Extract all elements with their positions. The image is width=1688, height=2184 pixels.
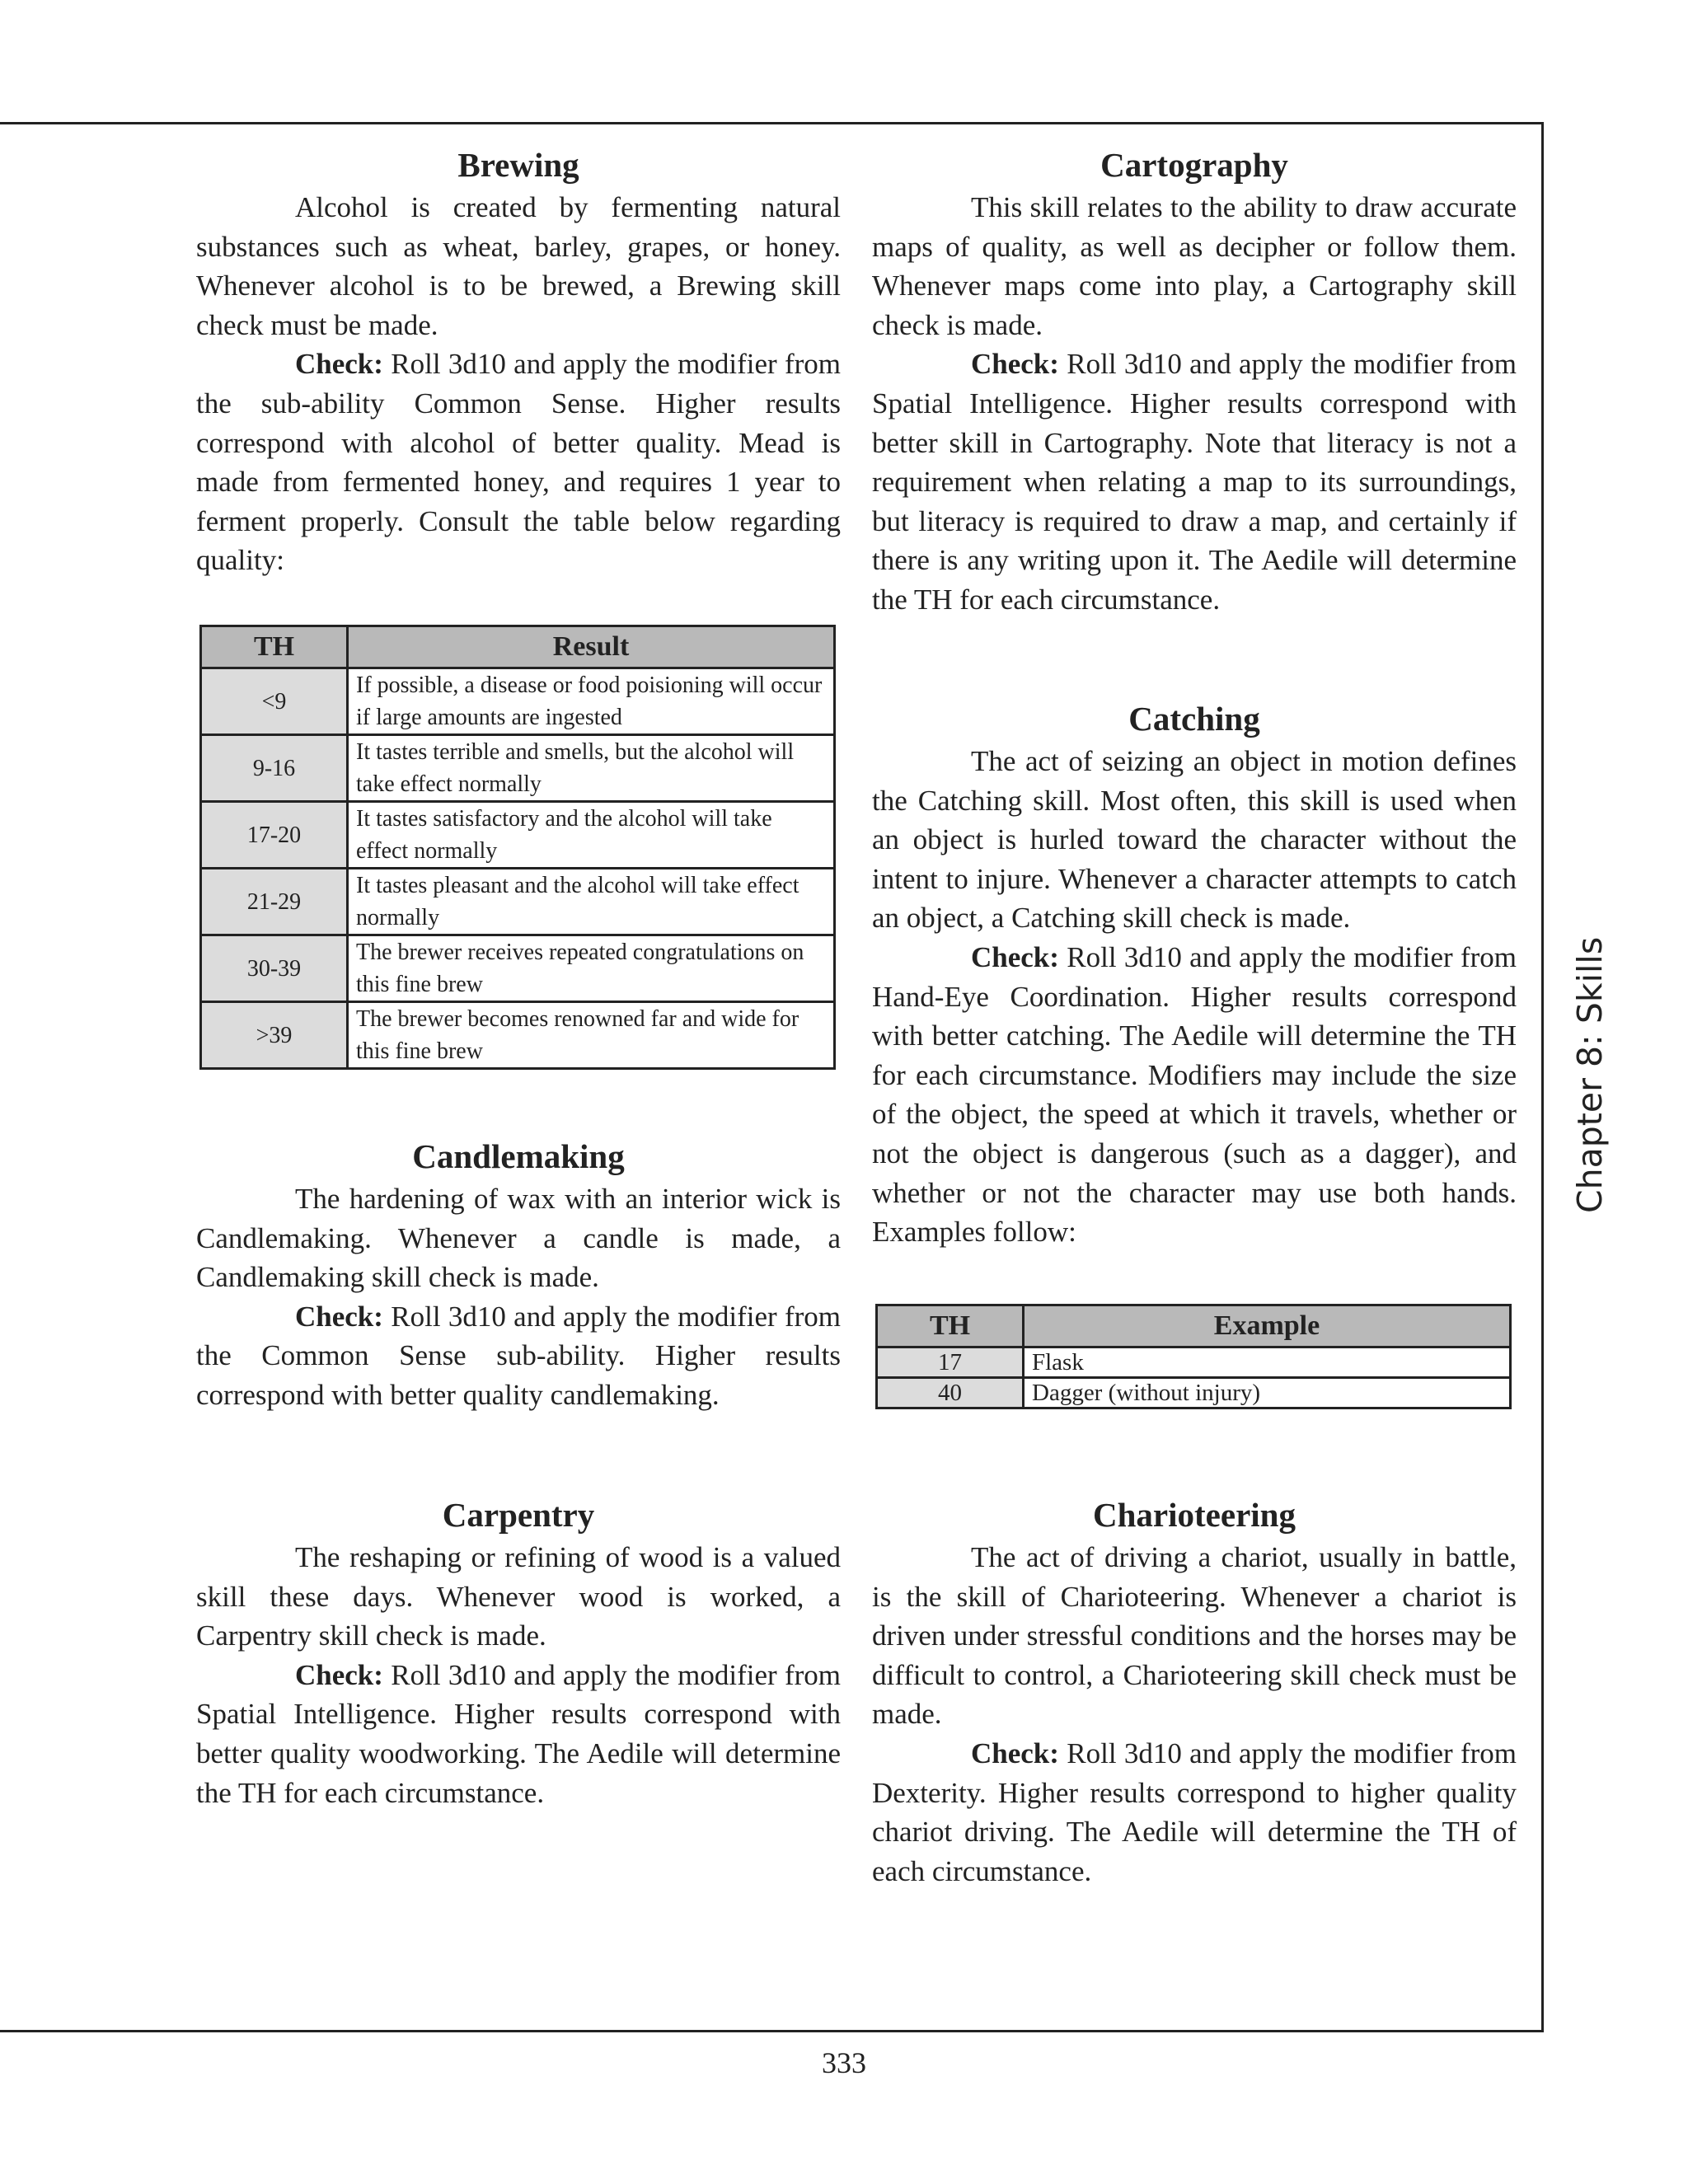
table-row: [201, 802, 835, 869]
check-label: Check:: [971, 940, 1059, 973]
table-row: [877, 1347, 1511, 1378]
carpentry-intro: The reshaping or refining of wood is a valued skill these days. Whenever wood is worked, a Carpentry skill check is made.: [196, 1541, 841, 1652]
carpentry-check-text: Roll 3d10 and apply the modifier from Spatial Intelligence. Higher results correspond with better quality woodworking. The Aedile will determine the TH for each circumstance.: [196, 1658, 841, 1809]
table-row: [877, 1378, 1511, 1408]
heading-carpentry: Carpentry: [442, 1496, 595, 1534]
table-cell-result: The brewer receives repeated congratulations on this fine brew: [348, 935, 835, 1002]
candlemaking-intro: The hardening of wax with an interior wick is Candlemaking. Whenever a candle is made, a Candlemaking skill check is made.: [196, 1183, 841, 1294]
section-charioteering: [872, 1492, 1517, 1891]
charioteering-check-text: Roll 3d10 and apply the modifier from Dexterity. Higher results correspond to higher quality chariot driving. The Aedile will determine the TH of each circumstance.: [872, 1736, 1517, 1887]
catching-table-wrap: [875, 1304, 1512, 1409]
table-cell-th: 17: [877, 1347, 1024, 1378]
check-label: Check:: [295, 1300, 383, 1333]
table-header-row: [877, 1305, 1511, 1347]
catching-intro: The act of seizing an object in motion defines the Catching skill. Most often, this skill is used when an object is hurled toward the character without the intent to injure. Whenever a character attempts to catch an object, a Catching skill check is made.: [872, 745, 1517, 935]
table-header-th: TH: [877, 1305, 1024, 1347]
cartography-check-text: Roll 3d10 and apply the modifier from Spatial Intelligence. Higher results correspond with better skill in Cartography. Note that literacy is not a requirement when relating a map to its surroundings, but literacy is required to draw a map, and certainly if there is any writing upon it. The Aedile will determine the TH for each circumstance.: [872, 348, 1517, 616]
carpentry-check: [196, 1656, 841, 1812]
table-cell-example: Flask: [1024, 1347, 1511, 1378]
table-cell-th: 40: [877, 1378, 1024, 1408]
cartography-check: [872, 344, 1517, 619]
heading-candlemaking: Candlemaking: [412, 1137, 625, 1175]
table-cell-th: <9: [201, 668, 348, 735]
section-brewing: [196, 142, 841, 580]
section-cartography: [872, 142, 1517, 620]
heading-catching: Catching: [1128, 700, 1260, 738]
table-cell-th: 17-20: [201, 802, 348, 869]
chapter-tab-label: Chapter 8: Skills: [1570, 936, 1610, 1213]
catching-examples-table: [875, 1304, 1512, 1409]
charioteering-intro: The act of driving a chariot, usually in battle, is the skill of Charioteering. Whenever a chariot is driven under stressful conditions and the horses may be difficult to control, a Charioteering skill check must be made.: [872, 1541, 1517, 1731]
catching-check-text: Roll 3d10 and apply the modifier from Hand-Eye Coordination. Higher results correspond with better catching. The Aedile will determine the TH for each circumstance. Modifiers may include the size of the object, the speed at which it travels, whether or not the object is dangerous (such as a dagger), and whether or not the character may use both hands. Examples follow:: [872, 940, 1517, 1249]
candlemaking-check-text: Roll 3d10 and apply the modifier from the Common Sense sub-ability. Higher results correspond with better quality candlemaking.: [196, 1300, 841, 1411]
table-cell-result: If possible, a disease or food poisioning will occur if large amounts are ingested: [348, 668, 835, 735]
table-cell-result: The brewer becomes renowned far and wide for this fine brew: [348, 1002, 835, 1069]
page-frame-top: [0, 122, 1543, 124]
table-cell-result: It tastes satisfactory and the alcohol will take effect normally: [348, 802, 835, 869]
table-header-result: Result: [348, 626, 835, 668]
section-candlemaking: [196, 1133, 841, 1415]
brewing-check-text: Roll 3d10 and apply the modifier from the sub-ability Common Sense. Higher results correspond with alcohol of better quality. Mead is made from fermented honey, and requires 1 year to ferment properly. Consult the table below regarding quality:: [196, 348, 841, 577]
check-label: Check:: [971, 1736, 1059, 1769]
brewing-table-wrap: [199, 625, 836, 1070]
table-cell-result: It tastes pleasant and the alcohol will take effect normally: [348, 869, 835, 935]
section-carpentry: [196, 1492, 841, 1812]
heading-brewing: Brewing: [457, 146, 579, 184]
table-row: [201, 668, 835, 735]
page-number: 333: [822, 2046, 866, 2079]
table-cell-th: >39: [201, 1002, 348, 1069]
table-cell-th: 21-29: [201, 869, 348, 935]
check-label: Check:: [295, 348, 383, 381]
table-header-th: TH: [201, 626, 348, 668]
table-header-example: Example: [1024, 1305, 1511, 1347]
brewing-intro: Alcohol is created by fermenting natural substances such as wheat, barley, grapes, or honey. Whenever alcohol is to be brewed, a Brewing skill check must be made.: [196, 191, 841, 341]
cartography-intro: This skill relates to the ability to draw accurate maps of quality, as well as decipher or follow them. Whenever maps come into play, a Cartography skill check is made.: [872, 191, 1517, 341]
section-catching: [872, 696, 1517, 1252]
brewing-quality-table: [199, 625, 836, 1070]
table-header-row: [201, 626, 835, 668]
heading-cartography: Cartography: [1100, 146, 1288, 184]
check-label: Check:: [295, 1658, 383, 1691]
table-row: [201, 869, 835, 935]
brewing-check: [196, 344, 841, 580]
check-label: Check:: [971, 348, 1059, 381]
table-row: [201, 735, 835, 802]
table-row: [201, 935, 835, 1002]
heading-charioteering: Charioteering: [1093, 1496, 1296, 1534]
table-cell-th: 30-39: [201, 935, 348, 1002]
table-row: [201, 1002, 835, 1069]
catching-check: [872, 938, 1517, 1252]
table-cell-example: Dagger (without injury): [1024, 1378, 1511, 1408]
table-cell-th: 9-16: [201, 735, 348, 802]
charioteering-check: [872, 1734, 1517, 1891]
page-frame-right: [1541, 122, 1544, 2032]
table-cell-result: It tastes terrible and smells, but the alcohol will take effect normally: [348, 735, 835, 802]
candlemaking-check: [196, 1297, 841, 1415]
page-frame-bottom: [0, 2030, 1544, 2032]
